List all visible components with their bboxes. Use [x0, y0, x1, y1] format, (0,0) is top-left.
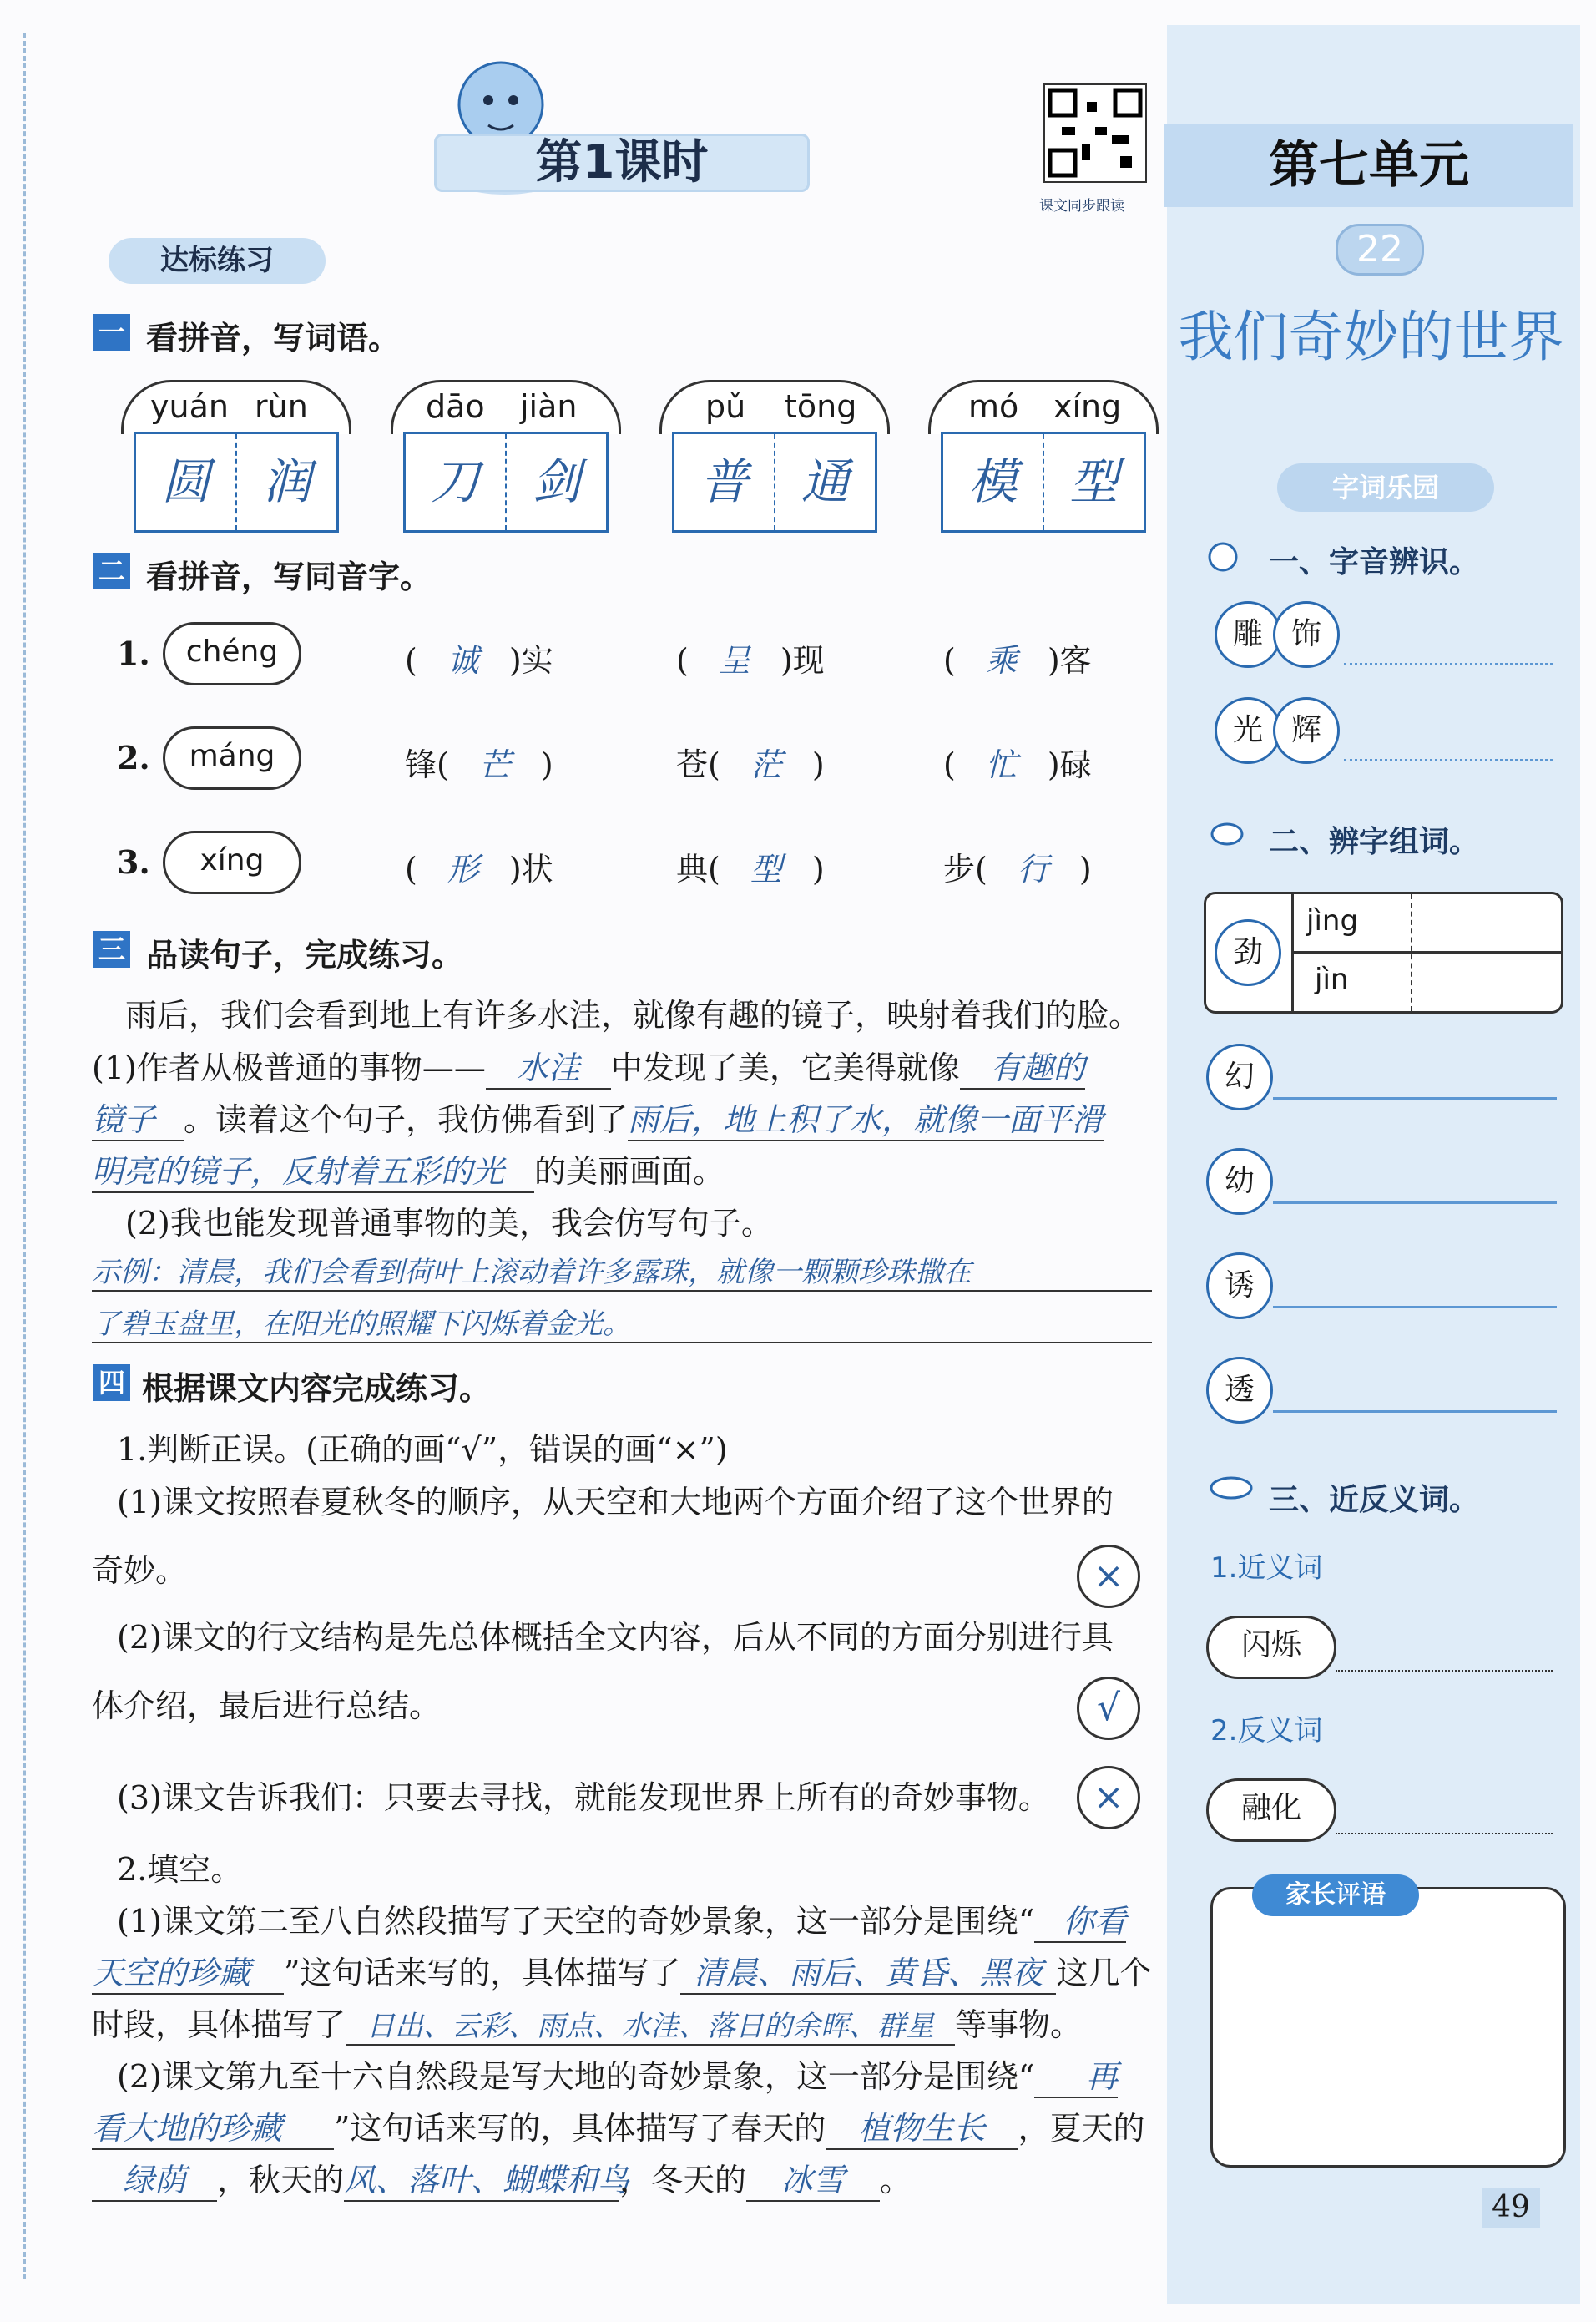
antonym-label: 2.反义词 [1210, 1714, 1323, 1748]
item-number: 1. [117, 635, 150, 672]
blank-item: 苍( 茫 ) [676, 746, 825, 783]
pinyin: tōng [785, 388, 857, 425]
practice-tag: 达标练习 [109, 238, 326, 284]
sidebar-section-2: 二、辨字组词。 [1269, 825, 1480, 859]
char-circle: 透 [1206, 1357, 1273, 1424]
char-circle: 幼 [1206, 1148, 1273, 1215]
pinyin-cloud: máng [163, 726, 301, 790]
blank-item: ( 忙 )碌 [943, 746, 1092, 783]
answer-char[interactable]: 刀 [406, 434, 507, 530]
judge-mark[interactable]: × [1077, 1766, 1140, 1829]
sub-question: 2.填空。 [117, 1851, 243, 1888]
cat-icon [1206, 814, 1248, 851]
fill-line: 时段，具体描写了 日出、云彩、雨点、水洼、落日的余晖、群星 等事物。 [92, 1999, 1082, 2046]
char-circle: 饰 [1273, 601, 1340, 668]
qr-caption: 课文同步跟读 [1039, 198, 1124, 215]
answer-line[interactable] [1344, 756, 1553, 761]
answer-char[interactable]: 圆 [136, 434, 237, 530]
blank-item: 锋( 芒 ) [405, 746, 553, 783]
pinyin: yuán [150, 388, 229, 425]
char-circle: 雕 [1215, 601, 1281, 668]
synonym-word: 闪烁 [1206, 1616, 1336, 1679]
divider [1411, 894, 1412, 1011]
pinyin-box [659, 380, 885, 530]
pinyin: jìn [1315, 963, 1349, 996]
pinyin-box [391, 380, 616, 530]
q3-part2: (2)我也能发现普通事物的美，我会仿写句子。 [125, 1205, 773, 1242]
blank-item: ( 呈 )现 [676, 642, 825, 679]
judge-item: (1)课文按照春夏秋冬的顺序，从天空和大地两个方面介绍了这个世界的 [117, 1484, 1114, 1520]
judge-item: (2)课文的行文结构是先总体概括全文内容，后从不同的方面分别进行具 [117, 1619, 1114, 1656]
char-circle: 诱 [1206, 1252, 1273, 1319]
divider [1291, 951, 1561, 954]
answer-char[interactable]: 通 [801, 453, 850, 510]
judge-mark[interactable]: × [1077, 1545, 1140, 1608]
section-title: 根据课文内容完成练习。 [142, 1370, 492, 1407]
answer-line[interactable] [1273, 1094, 1557, 1100]
lesson-number: 22 [1336, 224, 1424, 276]
char-circle: 光 [1215, 697, 1281, 764]
pinyin: jiàn [520, 388, 578, 425]
sidebar-section-3: 三、近反义词。 [1269, 1483, 1480, 1517]
answer-char[interactable]: 模 [943, 434, 1044, 530]
pinyin: jìng [1306, 904, 1359, 938]
q3-part1-line3: 明亮的镜子，反射着五彩的光 的美丽画面。 [92, 1146, 725, 1193]
fill-line: 天空的珍藏 ”这句话来写的，具体描写了 清晨、雨后、黄昏、黑夜 这几个 [92, 1947, 1151, 1995]
pinyin: dāo [426, 388, 485, 425]
answer-char[interactable]: 润 [262, 453, 311, 510]
lesson-name: 我们奇妙的世界 [1178, 305, 1564, 369]
sidebar-section-1: 一、字音辨识。 [1269, 545, 1480, 579]
item-number: 2. [117, 739, 150, 777]
answer-char[interactable]: 普 [674, 434, 775, 530]
answer-line[interactable] [1273, 1198, 1557, 1204]
pinyin-box [928, 380, 1154, 530]
parent-comment-label: 家长评语 [1252, 1874, 1419, 1916]
item-number: 3. [117, 843, 150, 881]
blank-item: 步( 行 ) [943, 851, 1092, 888]
quoted-sentence: 雨后，我们会看到地上有许多水洼，就像有趣的镜子，映射着我们的脸。 [125, 997, 1141, 1034]
pinyin: rùn [255, 388, 308, 425]
judge-mark[interactable]: √ [1077, 1677, 1140, 1740]
section-number: 三 [93, 931, 130, 968]
q3-answer-line[interactable]: 示例：清晨，我们会看到荷叶上滚动着许多露珠，就像一颗颗珍珠撒在 [92, 1249, 1152, 1292]
answer-line[interactable] [1336, 1670, 1553, 1672]
margin-dashes [23, 33, 26, 2279]
char-circle: 辉 [1273, 697, 1340, 764]
answer-char[interactable]: 剑 [532, 453, 581, 510]
insect-icon [1206, 1470, 1256, 1506]
judge-item: 体介绍，最后进行总结。 [92, 1687, 442, 1724]
page-number: 49 [1482, 2188, 1540, 2228]
judge-item: 奇妙。 [92, 1552, 188, 1589]
fill-line: 看大地的珍藏 ”这句话来写的，具体描写了春天的 植物生长 ，夏天的 [92, 2102, 1144, 2150]
section-title: 看拼音，写同音字。 [146, 559, 432, 595]
synonym-label: 1.近义词 [1210, 1551, 1323, 1585]
answer-line[interactable] [1273, 1303, 1557, 1308]
blank-item: 典( 型 ) [676, 851, 825, 888]
q3-part1-line1: (1)作者从极普通的事物—— 水洼 中发现了美，它美得就像 有趣的 [92, 1042, 1085, 1090]
answer-line[interactable] [1273, 1407, 1557, 1413]
blank-item: ( 形 )状 [405, 851, 553, 888]
char-circle: 幻 [1206, 1044, 1273, 1110]
section-number: 二 [93, 553, 130, 589]
sub-question: 1.判断正误。(正确的画“√”，错误的画“×”) [117, 1431, 728, 1468]
parent-comment-box[interactable] [1210, 1887, 1566, 2168]
q3-part1-line2: 镜子 。读着这个句子，我仿佛看到了雨后，地上积了水，就像一面平滑 [92, 1094, 1104, 1141]
section-title: 品读句子，完成练习。 [146, 937, 464, 974]
blank-item: ( 诚 )实 [405, 642, 553, 679]
blank-item: ( 乘 )客 [943, 642, 1092, 679]
answer-char[interactable]: 型 [1069, 453, 1119, 510]
section-title: 看拼音，写词语。 [146, 320, 401, 357]
answer-line[interactable] [1344, 660, 1553, 665]
pinyin-cloud: chéng [163, 622, 301, 685]
pinyin: mó [968, 388, 1019, 425]
answer-line[interactable] [1336, 1833, 1553, 1834]
pinyin: pǔ [705, 388, 746, 425]
word-garden-tag: 字词乐园 [1277, 463, 1494, 512]
pinyin: xíng [1053, 388, 1122, 425]
lesson-title: 第1课时 [535, 135, 709, 190]
pinyin-cloud: xíng [163, 831, 301, 894]
qr-code[interactable] [1043, 83, 1147, 183]
antonym-word: 融化 [1206, 1778, 1336, 1842]
fill-line: 绿荫 ，秋天的风、落叶、蝴蝶和鸟，冬天的 冰雪 。 [92, 2154, 912, 2202]
judge-item: (3)课文告诉我们：只要去寻找，就能发现世界上所有的奇妙事物。 [117, 1779, 1050, 1816]
unit-title: 第七单元 [1269, 136, 1469, 195]
pinyin-box [121, 380, 346, 530]
q3-answer-line[interactable]: 了碧玉盘里，在阳光的照耀下闪烁着金光。 [92, 1301, 1152, 1343]
section-number: 四 [93, 1364, 130, 1401]
section-number: 一 [93, 314, 130, 351]
char-circle: 劲 [1215, 919, 1281, 986]
word-group-table [1204, 892, 1563, 1014]
snail-icon [1202, 539, 1244, 575]
fill-line: (1)课文第二至八自然段描写了天空的奇妙景象，这一部分是围绕“ 你看 [117, 1895, 1126, 1943]
fill-line: (2)课文第九至十六自然段是写大地的奇妙景象，这一部分是围绕“ 再 [117, 2051, 1118, 2098]
